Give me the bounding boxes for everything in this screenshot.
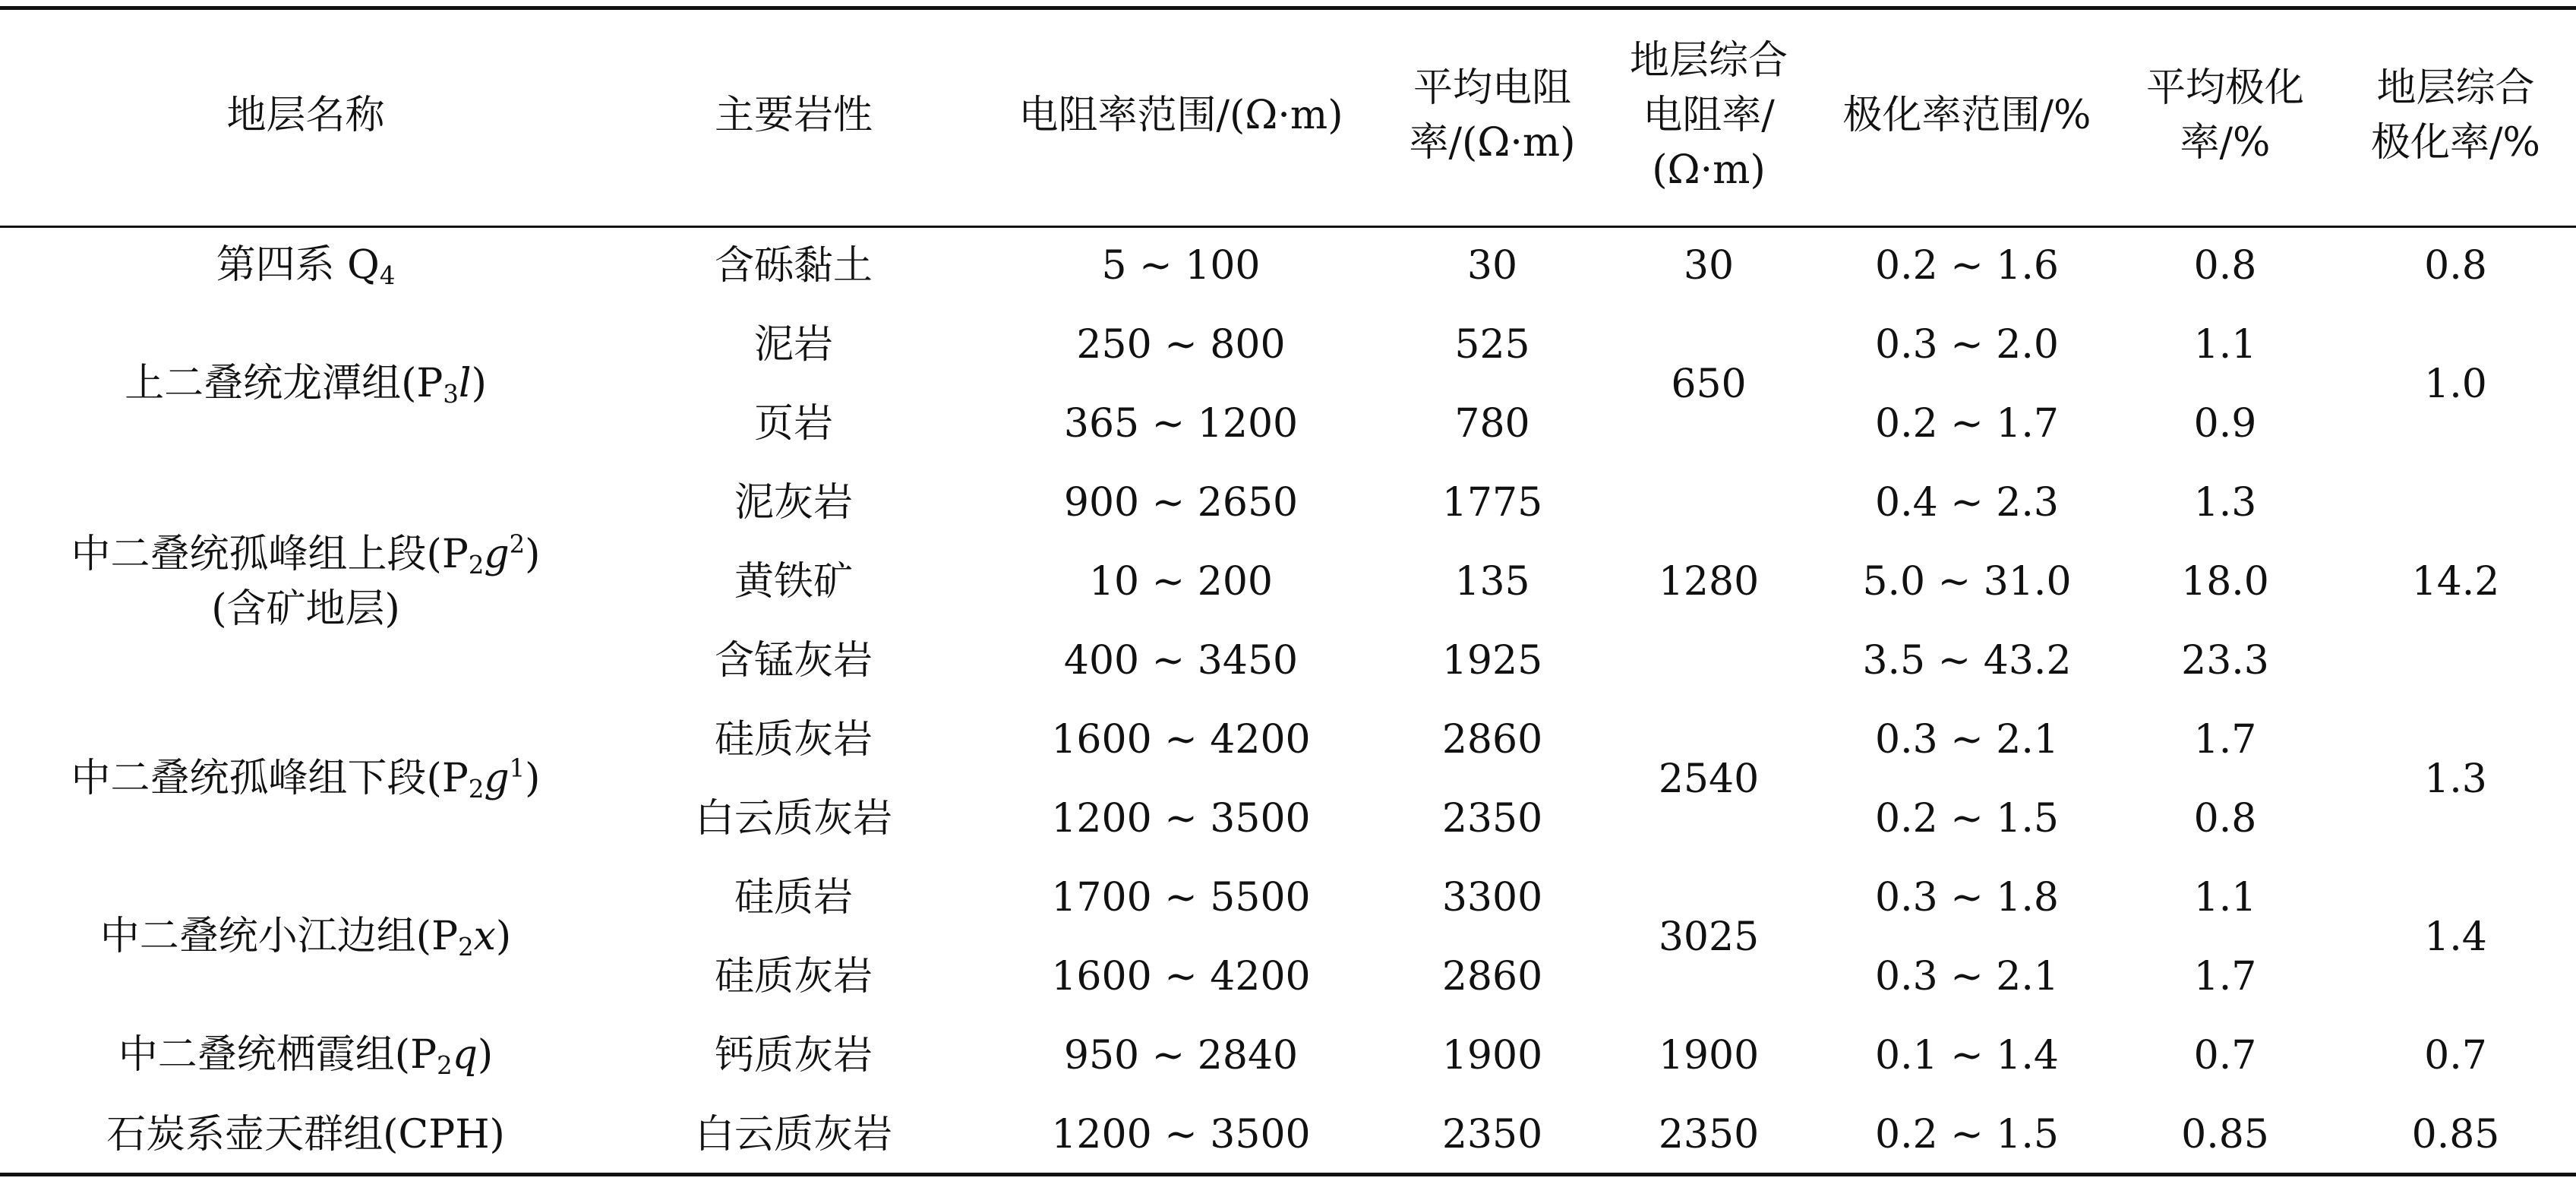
stratum-properties-table	[0, 6, 2576, 1174]
composite-polarization-cell: 14.2	[2411, 558, 2500, 605]
stratum-name: 第四系 $Q_4$	[216, 242, 396, 291]
table-row	[0, 858, 2576, 937]
lithology-cell: 含锰灰岩	[714, 637, 873, 684]
header-composite-resistivity-line2: 电阻率/	[1643, 93, 1775, 139]
lithology-cell: 泥岩	[753, 321, 833, 368]
polarization-range-cell: 0.2 ~ 1.5	[1874, 1111, 2060, 1157]
lithology-cell: 白云质灰岩	[694, 795, 892, 842]
header-main-lithology: 主要岩性	[714, 93, 873, 139]
polarization-range-cell: 0.2 ~ 1.7	[1874, 400, 2060, 447]
resistivity-range-cell: 10 ~ 200	[1088, 558, 1274, 605]
stratum-name: 中二叠统小江边组$(P_2x)$	[99, 914, 512, 962]
stratum-name: 石炭系壶天群组(CPH)	[106, 1111, 505, 1157]
avg-polarization-cell: 0.8	[2193, 795, 2257, 842]
composite-resistivity-cell: 1900	[1658, 1032, 1760, 1078]
avg-resistivity-cell: 2860	[1441, 716, 1543, 763]
avg-resistivity-cell: 1775	[1441, 479, 1543, 526]
composite-polarization-cell: 0.8	[2424, 242, 2487, 289]
stratum-name: 中二叠统孤峰组下段$(P_2g^1)$	[71, 753, 541, 804]
avg-resistivity-cell: 1925	[1441, 637, 1543, 684]
polarization-range-cell: 5.0 ~ 31.0	[1862, 558, 2072, 605]
table-row	[0, 463, 2576, 542]
composite-resistivity-cell: 2540	[1658, 756, 1760, 802]
resistivity-range-cell: 5 ~ 100	[1101, 242, 1261, 289]
composite-polarization-cell: 1.3	[2424, 756, 2487, 802]
composite-resistivity-cell: 3025	[1658, 914, 1760, 960]
composite-polarization-cell: 0.85	[2411, 1111, 2500, 1157]
avg-resistivity-cell: 2350	[1441, 1111, 1543, 1157]
table-row	[0, 305, 2576, 384]
avg-polarization-cell: 0.8	[2193, 242, 2257, 289]
polarization-range-cell: 0.4 ~ 2.3	[1874, 479, 2060, 526]
stratum-name: 中二叠统栖霞组$(P_2q)$	[118, 1032, 494, 1081]
avg-resistivity-cell: 2350	[1441, 795, 1543, 842]
composite-polarization-cell: 0.7	[2424, 1032, 2487, 1078]
stratum-name-note: (含矿地层)	[211, 586, 400, 632]
table-body	[0, 226, 2576, 1174]
polarization-range-cell: 0.3 ~ 2.1	[1874, 953, 2060, 999]
composite-resistivity-cell: 2350	[1658, 1111, 1760, 1157]
resistivity-range-cell: 1600 ~ 4200	[1051, 716, 1311, 763]
resistivity-range-cell: 1200 ~ 3500	[1051, 795, 1311, 842]
header-avg-resistivity-line1: 平均电阻	[1413, 65, 1571, 112]
header-avg-resistivity-line2: 率/(Ω·m)	[1409, 120, 1576, 166]
resistivity-range-cell: 400 ~ 3450	[1063, 637, 1299, 684]
resistivity-range-cell: 950 ~ 2840	[1063, 1032, 1299, 1078]
composite-resistivity-cell: 650	[1671, 361, 1747, 407]
avg-polarization-cell: 18.0	[2181, 558, 2269, 605]
header-avg-polarization-line1: 平均极化	[2145, 65, 2304, 112]
table-row	[0, 226, 2576, 305]
header-avg-polarization	[2115, 6, 2335, 226]
header-avg-polarization-line2: 率/%	[2180, 120, 2271, 166]
avg-resistivity-cell: 1900	[1441, 1032, 1543, 1078]
avg-polarization-cell: 0.85	[2181, 1111, 2269, 1157]
header-composite-polarization-line2: 极化率/%	[2371, 120, 2540, 166]
lithology-cell: 页岩	[753, 400, 833, 447]
lithology-cell: 硅质岩	[734, 874, 853, 920]
header-composite-resistivity-line1: 地层综合	[1629, 38, 1788, 84]
polarization-range-cell: 0.3 ~ 2.0	[1874, 321, 2060, 368]
avg-polarization-cell: 1.3	[2193, 479, 2257, 526]
resistivity-range-cell: 1200 ~ 3500	[1051, 1111, 1311, 1157]
resistivity-range-cell: 1600 ~ 4200	[1051, 953, 1311, 999]
avg-polarization-cell: 1.7	[2193, 953, 2257, 999]
avg-resistivity-cell: 525	[1454, 321, 1530, 368]
lithology-cell: 含砾黏土	[714, 242, 873, 289]
resistivity-range-cell: 1700 ~ 5500	[1051, 874, 1311, 920]
lithology-cell: 硅质灰岩	[714, 953, 873, 999]
composite-polarization-cell: 1.4	[2424, 914, 2487, 960]
header-polarization-range: 极化率范围/%	[1842, 93, 2091, 139]
avg-polarization-cell: 1.1	[2193, 874, 2257, 920]
lithology-cell: 硅质灰岩	[714, 716, 873, 763]
avg-polarization-cell: 1.1	[2193, 321, 2257, 368]
avg-resistivity-cell: 135	[1454, 558, 1530, 605]
table-header	[0, 6, 2576, 226]
avg-polarization-cell: 1.7	[2193, 716, 2257, 763]
resistivity-range-cell: 365 ~ 1200	[1063, 400, 1299, 447]
stratum-name: 上二叠统龙潭组$(P_3l)$	[125, 361, 487, 409]
polarization-range-cell: 0.3 ~ 1.8	[1874, 874, 2060, 920]
resistivity-range-cell: 250 ~ 800	[1076, 321, 1286, 368]
avg-polarization-cell: 23.3	[2181, 637, 2269, 684]
polarization-range-cell: 0.2 ~ 1.6	[1874, 242, 2060, 289]
avg-polarization-cell: 0.7	[2193, 1032, 2257, 1078]
composite-resistivity-cell: 1280	[1658, 558, 1760, 605]
avg-resistivity-cell: 780	[1454, 400, 1530, 447]
composite-polarization-cell: 1.0	[2424, 361, 2487, 407]
polarization-range-cell: 3.5 ~ 43.2	[1862, 637, 2072, 684]
resistivity-range-cell: 900 ~ 2650	[1063, 479, 1299, 526]
lithology-cell: 钙质灰岩	[714, 1032, 873, 1078]
lithology-cell: 泥灰岩	[734, 479, 853, 526]
composite-resistivity-cell: 30	[1683, 242, 1735, 289]
table-row	[0, 1016, 2576, 1095]
avg-resistivity-cell: 30	[1466, 242, 1518, 289]
lithology-cell: 黄铁矿	[734, 558, 853, 605]
header-composite-polarization-line1: 地层综合	[2376, 65, 2535, 112]
header-row	[0, 6, 2576, 226]
lithology-cell: 白云质灰岩	[694, 1111, 892, 1157]
header-composite-resistivity-line3: (Ω·m)	[1652, 147, 1766, 193]
header-composite-polarization	[2335, 6, 2576, 226]
polarization-range-cell: 0.1 ~ 1.4	[1874, 1032, 2060, 1078]
avg-polarization-cell: 0.9	[2193, 400, 2257, 447]
header-stratum-name: 地层名称	[226, 93, 385, 139]
avg-resistivity-cell: 3300	[1441, 874, 1543, 920]
header-resistivity-range: 电阻率范围/(Ω·m)	[1018, 93, 1343, 139]
polarization-range-cell: 0.2 ~ 1.5	[1874, 795, 2060, 842]
table-row	[0, 700, 2576, 779]
stratum-name: 中二叠统孤峰组上段$(P_2g^2)$ (含矿地层)	[71, 529, 541, 632]
table-row	[0, 1095, 2576, 1174]
polarization-range-cell: 0.3 ~ 2.1	[1874, 716, 2060, 763]
avg-resistivity-cell: 2860	[1441, 953, 1543, 999]
header-composite-resistivity	[1599, 6, 1819, 226]
header-avg-resistivity	[1386, 6, 1599, 226]
